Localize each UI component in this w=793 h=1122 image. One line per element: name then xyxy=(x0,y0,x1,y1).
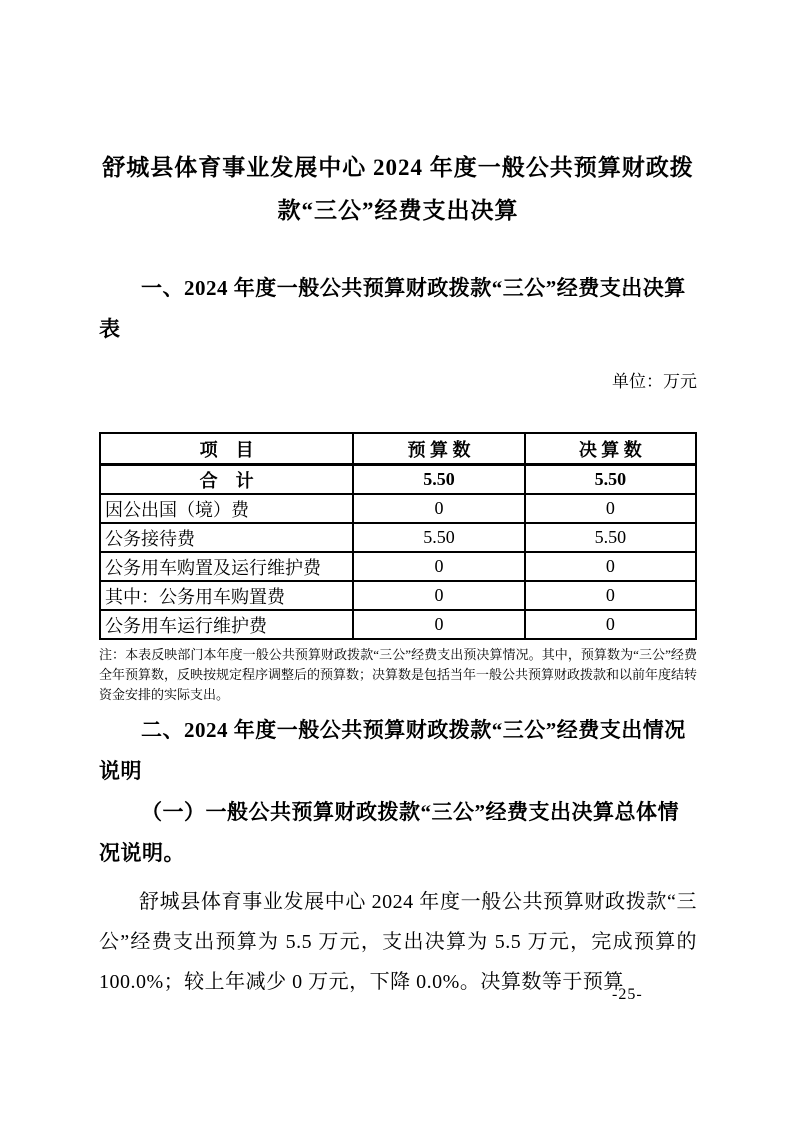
final-value: 0 xyxy=(525,552,696,581)
budget-value: 5.50 xyxy=(353,523,524,552)
final-value: 0 xyxy=(525,610,696,639)
row-label: 合 计 xyxy=(100,465,353,495)
table-row-total xyxy=(100,465,696,495)
section1-heading: 一、2024 年度一般公共预算财政拨款“三公”经费支出决算表 xyxy=(99,276,686,341)
column-header-final: 决 算 数 xyxy=(525,433,696,465)
budget-value: 0 xyxy=(353,581,524,610)
final-value: 0 xyxy=(525,494,696,523)
final-value: 5.50 xyxy=(525,465,696,495)
table-header-row xyxy=(100,433,696,465)
page-number: -25- xyxy=(612,986,643,1003)
unit-label: 单位：万元 xyxy=(612,372,697,391)
final-value: 0 xyxy=(525,581,696,610)
budget-value: 0 xyxy=(353,494,524,523)
table-row-reception-fee xyxy=(100,523,696,552)
row-label: 公务用车运行维护费 xyxy=(100,610,353,639)
column-header-item: 项 目 xyxy=(100,433,353,465)
row-label: 公务接待费 xyxy=(100,523,353,552)
row-label: 公务用车购置及运行维护费 xyxy=(100,552,353,581)
table-row-abroad-fee xyxy=(100,494,696,523)
document-title: 舒城县体育事业发展中心 2024 年度一般公共预算财政拨款“三公”经费支出决算 xyxy=(102,155,694,223)
table-row-vehicle-maintenance xyxy=(100,610,696,639)
row-label: 其中：公务用车购置费 xyxy=(100,581,353,610)
section2-heading: 二、2024 年度一般公共预算财政拨款“三公”经费支出情况说明 xyxy=(99,718,686,783)
budget-value: 0 xyxy=(353,552,524,581)
budget-value: 0 xyxy=(353,610,524,639)
table-row-vehicle-purchase xyxy=(100,581,696,610)
table-note: 注：本表反映部门本年度一般公共预算财政拨款“三公”经费支出预决算情况。其中，预算数为“三公”经费全年预算数，反映按规定程序调整后的预算数；决算数是包括当年一般公共预算财政拨款和以前年度结转资金安排的实际支出。 xyxy=(99,647,698,702)
row-label: 因公出国（境）费 xyxy=(100,494,353,523)
three-public-expense-table xyxy=(99,432,697,640)
subsection1-heading: （一）一般公共预算财政拨款“三公”经费支出决算总体情况说明。 xyxy=(99,800,679,865)
table-row-vehicle-total xyxy=(100,552,696,581)
final-value: 5.50 xyxy=(525,523,696,552)
column-header-budget: 预 算 数 xyxy=(353,433,524,465)
budget-value: 5.50 xyxy=(353,465,524,495)
overall-situation-paragraph: 舒城县体育事业发展中心 2024 年度一般公共预算财政拨款“三公”经费支出预算为 5.5 万元，支出决算为 5.5 万元，完成预算的 100.0%；较上年减少 0 万元，下降 0.0%。决算数等于预算 xyxy=(99,891,697,993)
